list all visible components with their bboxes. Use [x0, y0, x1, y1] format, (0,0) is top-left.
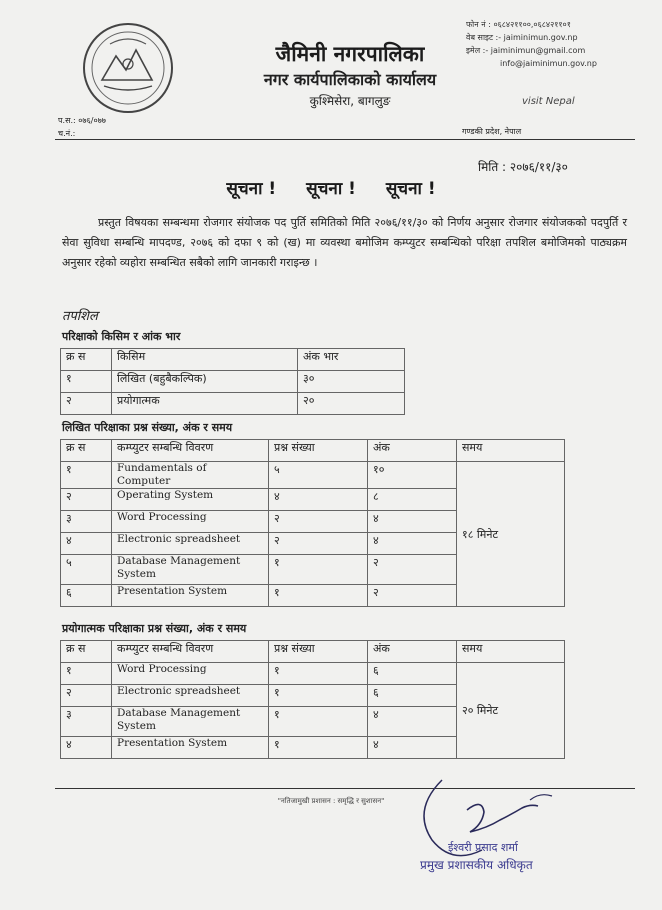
table-cell: २ [368, 585, 457, 607]
header-cell: क्र स [61, 349, 112, 371]
table-cell: ४ [368, 511, 457, 533]
table-cell: १० [368, 462, 457, 489]
table-cell: ३ [61, 707, 112, 737]
ref-number: प.स.: ०७६/०७७ [58, 116, 106, 125]
table-cell: Database Management System [112, 555, 269, 585]
website-line: वेब साइट :- jaiminimun.gov.np [466, 33, 578, 42]
table1-title: परिक्षाको किसिम र आंक भार [62, 330, 181, 343]
table-cell: २ [368, 555, 457, 585]
notice-word: सूचना ! [306, 179, 356, 199]
visit-nepal-logo: visit Nepal [522, 96, 575, 107]
table-cell: Electronic spreadsheet [112, 685, 269, 707]
signatory-name: ईश्वरी प्रसाद शर्मा [448, 841, 518, 854]
practical-exam-table [60, 640, 565, 759]
header-cell: समय [457, 440, 565, 462]
table-cell: Word Processing [112, 511, 269, 533]
email-line: इमेल :- jaiminimun@gmail.com [466, 46, 586, 55]
table-cell: ३० [298, 371, 405, 393]
email-line-2: info@jaiminimun.gov.np [500, 59, 597, 68]
table-cell: १ [269, 737, 368, 759]
notice-word: सूचना ! [385, 179, 436, 199]
table-cell: ४ [61, 737, 112, 759]
table-cell: ६ [368, 685, 457, 707]
header-cell: क्र स [61, 641, 112, 663]
table-cell: १ [61, 371, 112, 393]
table-cell: लिखित (बहुबैकल्पिक) [112, 371, 298, 393]
header-cell: अंक [368, 440, 457, 462]
table-cell: २० [298, 393, 405, 415]
written-exam-table [60, 439, 565, 607]
notice-date: मिति : २०७६/११/३० [478, 160, 568, 174]
office-address: कुश्मिसेरा, बागलुङ [309, 94, 391, 108]
table-cell: प्रयोगात्मक [112, 393, 298, 415]
table3-title: प्रयोगात्मक परिक्षाका प्रश्न संख्या, अंक र समय [62, 622, 247, 635]
table-cell: Presentation System [112, 737, 269, 759]
table-cell: २ [269, 511, 368, 533]
table-cell: २ [61, 393, 112, 415]
header-cell: प्रश्न संख्या [269, 641, 368, 663]
org-name: जैमिनी नगरपालिका [275, 42, 425, 66]
table-cell: ५ [269, 462, 368, 489]
header-cell: प्रश्न संख्या [269, 440, 368, 462]
notice-heading [0, 176, 662, 199]
signatory-designation: प्रमुख प्रशासकीय अधिकृत [420, 858, 533, 872]
notice-word: सूचना ! [226, 179, 277, 199]
government-emblem-icon [80, 20, 176, 116]
table-cell: २ [269, 533, 368, 555]
reference-block [58, 114, 106, 140]
table-cell: १ [269, 585, 368, 607]
table-cell: ६ [61, 585, 112, 607]
table-cell: १ [269, 707, 368, 737]
table-cell: १ [269, 555, 368, 585]
table-cell: १ [61, 462, 112, 489]
header-cell: कम्प्युटर सम्बन्धि विवरण [112, 641, 269, 663]
table-cell: ६ [368, 663, 457, 685]
header-cell: समय [457, 641, 565, 663]
time-cell: २० मिनेट [457, 663, 565, 759]
phone-line: फोन नं : ०६८४२११००,०६८४२११०१ [466, 20, 571, 29]
table-cell: १ [269, 663, 368, 685]
table-header-row [61, 641, 565, 663]
header-cell: अंक भार [298, 349, 405, 371]
table-cell: ४ [368, 707, 457, 737]
notice-body: प्रस्तुत विषयका सम्बन्धमा रोजगार संयोजक पद पुर्ति समितिको मिति २०७६/११/३० को निर्णय अनुसार रोजगार संयोजकको पदपुर्ति र सेवा सुविधा सम्बन्धि मापदण्ड, २०७६ को दफा ९ को (ख) मा व्यवस्था बमोजिम कम्प्युटर सम्बन्धिको परिक्षा तपशिल बमोजिमको पाठ्यक्रम अनुसार रहेको व्यहोरा सम्बन्धित सबैको लागि जानकारी गराइन्छ । [62, 216, 627, 269]
table-cell: Electronic spreadsheet [112, 533, 269, 555]
table-cell: ५ [61, 555, 112, 585]
office-name: नगर कार्यपालिकाको कार्यालय [263, 70, 437, 89]
table-cell: १ [61, 663, 112, 685]
table-cell: ४ [368, 533, 457, 555]
table-cell: ३ [61, 511, 112, 533]
schedule-heading: तपशिल [62, 309, 98, 324]
province-label: गण्डकी प्रदेश, नेपाल [462, 127, 522, 136]
table-row [61, 462, 565, 489]
table-cell: ४ [269, 489, 368, 511]
table-row [61, 371, 405, 393]
header-divider [55, 139, 635, 140]
table-cell: Database Management System [112, 707, 269, 737]
header-cell: क्र स [61, 440, 112, 462]
table-header-row [61, 349, 405, 371]
dispatch-number: च.नं.: [58, 129, 76, 138]
table-cell: ४ [61, 533, 112, 555]
table-cell: ४ [368, 737, 457, 759]
table-header-row [61, 440, 565, 462]
table-cell: Fundamentals of Computer [112, 462, 269, 489]
footer-tagline: "नतिजामुखी प्रशासन : समृद्धि र सुशासन" [277, 797, 385, 805]
header-cell: अंक [368, 641, 457, 663]
table-cell: २ [61, 685, 112, 707]
table-cell: २ [61, 489, 112, 511]
table2-title: लिखित परिक्षाका प्रश्न संख्या, अंक र समय [62, 421, 233, 434]
header-cell: कम्प्युटर सम्बन्धि विवरण [112, 440, 269, 462]
exam-type-table [60, 348, 405, 415]
table-cell: Presentation System [112, 585, 269, 607]
table-cell: १ [269, 685, 368, 707]
time-cell: १८ मिनेट [457, 462, 565, 607]
table-cell: ८ [368, 489, 457, 511]
table-cell: Operating System [112, 489, 269, 511]
signature-icon [412, 770, 612, 870]
contact-block [466, 18, 597, 70]
header-cell: किसिम [112, 349, 298, 371]
table-row [61, 663, 565, 685]
table-row [61, 393, 405, 415]
table-cell: Word Processing [112, 663, 269, 685]
